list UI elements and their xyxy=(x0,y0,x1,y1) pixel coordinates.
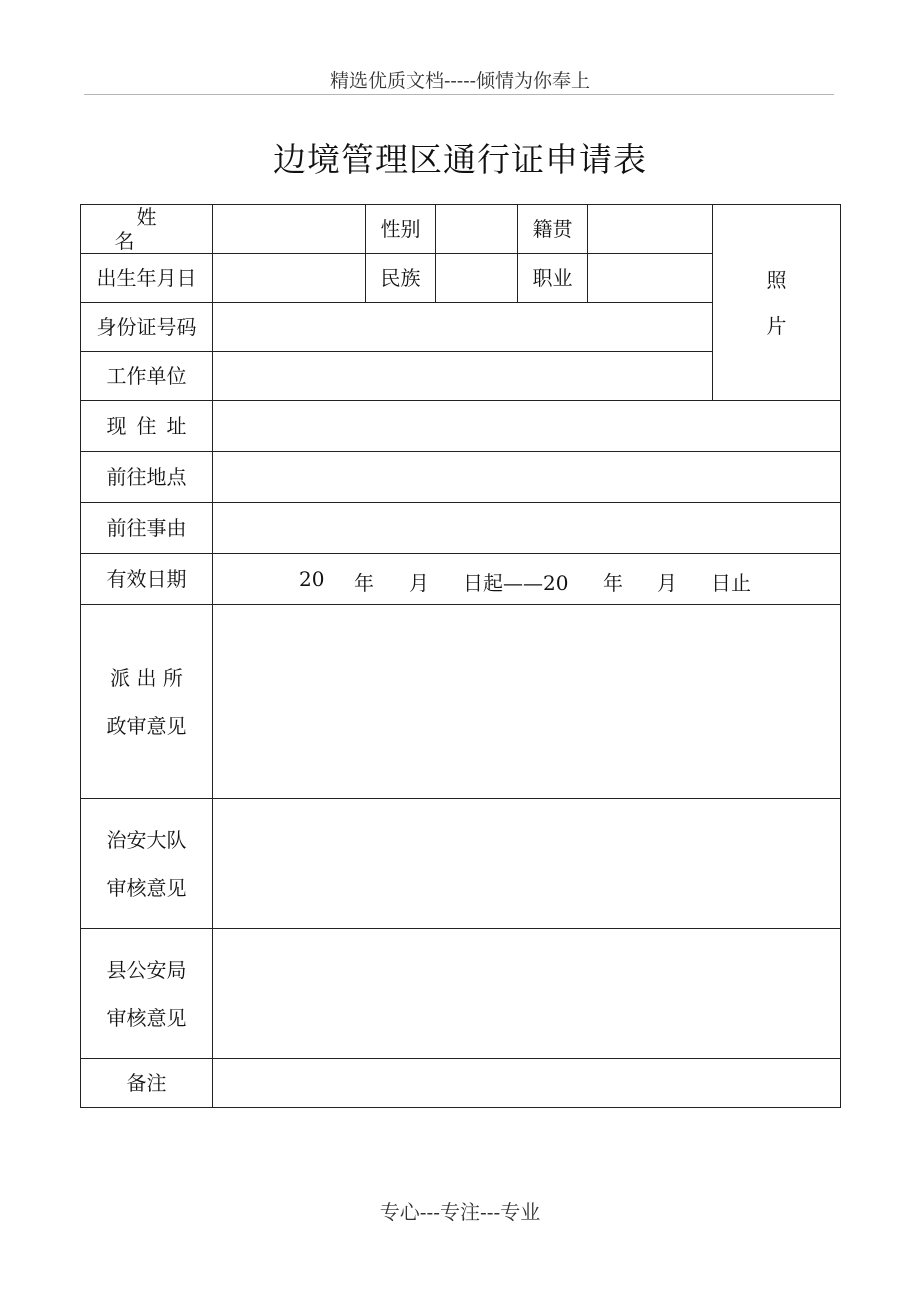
address-field[interactable] xyxy=(213,401,841,452)
validity-start-year-unit: 年 xyxy=(354,570,374,595)
validity-start-month-unit: 月 xyxy=(409,570,429,595)
occupation-label-cell xyxy=(518,254,588,303)
reason-label: 前往事由 xyxy=(106,516,187,540)
police-station-label-line1: 派 出 所 xyxy=(110,665,183,690)
reason-label-cell xyxy=(81,503,213,554)
validity-start-day-and-end-prefix: 日起——20 xyxy=(463,570,569,595)
id-label-cell xyxy=(81,303,213,352)
reason-field[interactable] xyxy=(213,503,841,554)
occupation-field[interactable] xyxy=(588,254,713,303)
police-station-label-cell xyxy=(81,605,213,799)
validity-start-year-prefix: 20 xyxy=(299,566,325,591)
remarks-label: 备注 xyxy=(126,1071,167,1095)
gender-label-cell xyxy=(366,205,436,254)
id-number-label: 身份证号码 xyxy=(96,315,197,339)
validity-label-cell xyxy=(81,554,213,605)
county-bureau-opinion-field[interactable] xyxy=(213,929,841,1059)
occupation-label: 职业 xyxy=(532,266,573,290)
ethnicity-label-cell xyxy=(366,254,436,303)
page-title: 边境管理区通行证申请表 xyxy=(273,140,647,179)
county-bureau-label-line1: 县公安局 xyxy=(106,957,187,982)
county-bureau-label-line2: 审核意见 xyxy=(106,1005,187,1030)
security-brigade-label-cell xyxy=(81,799,213,929)
native-place-label: 籍贯 xyxy=(532,217,573,241)
address-label: 现住址 xyxy=(106,414,197,438)
page-footer: 专心---专注---专业 xyxy=(379,1200,541,1224)
photo-box[interactable] xyxy=(713,205,841,401)
destination-label-cell xyxy=(81,452,213,503)
native-place-label-cell xyxy=(518,205,588,254)
destination-field[interactable] xyxy=(213,452,841,503)
validity-end-month-unit: 月 xyxy=(657,570,677,595)
photo-label-line2: 片 xyxy=(766,313,787,338)
ethnicity-field[interactable] xyxy=(436,254,518,303)
name-field[interactable] xyxy=(213,205,366,254)
birth-label: 出生年月日 xyxy=(96,266,197,290)
destination-label: 前往地点 xyxy=(106,465,187,489)
id-number-field[interactable] xyxy=(213,303,713,352)
work-unit-label: 工作单位 xyxy=(106,364,187,388)
work-unit-field[interactable] xyxy=(213,352,713,401)
page-header: 精选优质文档-----倾情为你奉上 xyxy=(329,70,591,92)
name-label-cell xyxy=(81,205,213,254)
header-divider xyxy=(84,94,834,95)
security-brigade-label-line1: 治安大队 xyxy=(106,827,187,852)
photo-label-line1: 照 xyxy=(766,267,787,292)
validity-label: 有效日期 xyxy=(106,567,187,591)
validity-end-year-unit: 年 xyxy=(603,570,623,595)
ethnicity-label: 民族 xyxy=(380,266,421,290)
gender-label: 性别 xyxy=(380,217,421,241)
validity-field[interactable] xyxy=(213,554,841,605)
birth-label-cell xyxy=(81,254,213,303)
birth-field[interactable] xyxy=(213,254,366,303)
remarks-label-cell xyxy=(81,1059,213,1108)
work-unit-label-cell xyxy=(81,352,213,401)
application-form-table xyxy=(80,204,841,1108)
remarks-field[interactable] xyxy=(213,1059,841,1108)
police-station-label-line2: 政审意见 xyxy=(106,713,187,738)
name-label: 姓名 xyxy=(114,205,201,253)
security-brigade-label-line2: 审核意见 xyxy=(106,875,187,900)
native-place-field[interactable] xyxy=(588,205,713,254)
police-station-opinion-field[interactable] xyxy=(213,605,841,799)
validity-end-day-unit: 日止 xyxy=(711,570,751,595)
county-bureau-label-cell xyxy=(81,929,213,1059)
security-brigade-opinion-field[interactable] xyxy=(213,799,841,929)
gender-field[interactable] xyxy=(436,205,518,254)
address-label-cell xyxy=(81,401,213,452)
